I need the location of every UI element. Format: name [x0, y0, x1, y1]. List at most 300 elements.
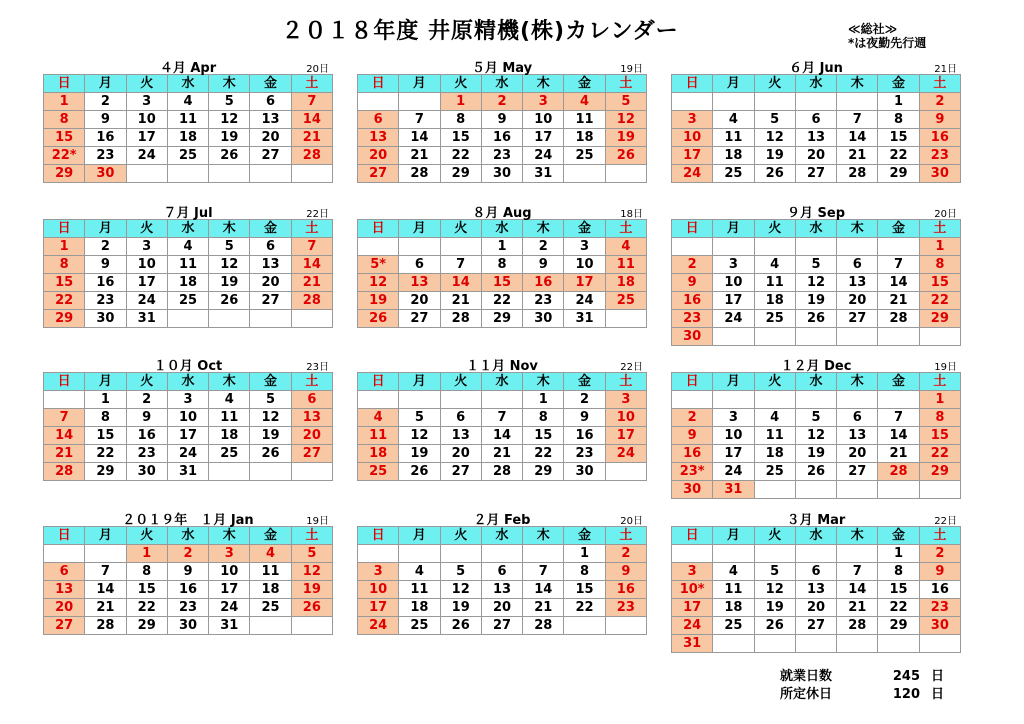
day-cell-holiday: 17	[358, 599, 399, 617]
holidays-unit: 日	[930, 687, 944, 702]
day-cell: 10	[167, 409, 208, 427]
page-title: ２０１８年度 井原精機(株)カレンダー	[281, 19, 679, 44]
day-cell-holiday: 26	[605, 147, 646, 165]
day-cell: 31	[564, 310, 605, 328]
day-cell-holiday: 2	[672, 409, 713, 427]
day-cell: 25	[167, 147, 208, 165]
week-row	[44, 617, 333, 635]
day-cell: 31	[167, 463, 208, 481]
weekday-header: 火	[440, 220, 481, 238]
day-cell-holiday: 9	[605, 563, 646, 581]
day-cell	[713, 93, 754, 111]
weekday-header: 木	[523, 527, 564, 545]
weekday-header: 月	[713, 220, 754, 238]
weekday-header: 水	[167, 220, 208, 238]
day-cell-holiday: 8	[44, 111, 85, 129]
day-cell: 29	[523, 463, 564, 481]
day-cell: 18	[754, 292, 795, 310]
month-title: ４月 Apr	[159, 61, 217, 76]
day-cell-holiday: 6	[358, 111, 399, 129]
day-cell: 23	[85, 147, 126, 165]
day-cell: 19	[399, 445, 440, 463]
week-row	[672, 328, 961, 346]
day-cell	[167, 165, 208, 183]
day-cell	[795, 328, 836, 346]
day-cell: 20	[481, 599, 522, 617]
weekday-header-row	[44, 75, 333, 93]
day-cell: 6	[795, 563, 836, 581]
day-cell: 7	[837, 111, 878, 129]
day-cell: 19	[795, 292, 836, 310]
week-row	[44, 147, 333, 165]
day-cell	[605, 463, 646, 481]
week-row	[672, 391, 961, 409]
day-cell	[713, 391, 754, 409]
day-cell	[440, 238, 481, 256]
week-row	[44, 599, 333, 617]
month-calendar	[671, 508, 961, 653]
day-cell-holiday: 27	[44, 617, 85, 635]
day-cell	[481, 545, 522, 563]
day-cell: 1	[481, 238, 522, 256]
weekday-header: 木	[209, 527, 250, 545]
month-workday-count: 20日	[934, 209, 957, 220]
day-cell: 16	[564, 427, 605, 445]
day-cell: 8	[481, 256, 522, 274]
day-cell	[605, 617, 646, 635]
day-cell-holiday: 6	[291, 391, 332, 409]
day-cell-holiday: 15	[44, 274, 85, 292]
day-cell: 13	[481, 581, 522, 599]
weekday-header: 土	[919, 220, 960, 238]
week-row	[672, 427, 961, 445]
weekday-header: 日	[358, 527, 399, 545]
day-cell: 15	[878, 129, 919, 147]
day-cell	[837, 635, 878, 653]
day-cell-holiday: 20	[291, 427, 332, 445]
weekday-header-row	[358, 220, 647, 238]
day-cell: 10	[713, 427, 754, 445]
weekday-header: 金	[250, 373, 291, 391]
day-cell	[250, 310, 291, 328]
day-cell: 1	[85, 391, 126, 409]
month-header	[357, 508, 647, 526]
day-cell-holiday: 7	[291, 238, 332, 256]
week-row	[672, 93, 961, 111]
week-row	[358, 129, 647, 147]
month-title: ２０１９年 １月 Jan	[122, 513, 254, 528]
day-cell-holiday: 3	[605, 391, 646, 409]
week-row	[358, 391, 647, 409]
day-cell: 25	[209, 445, 250, 463]
weekday-header: 月	[399, 75, 440, 93]
month-workday-count: 20日	[620, 516, 643, 527]
day-cell-holiday: 14	[44, 427, 85, 445]
day-cell: 19	[754, 599, 795, 617]
day-cell: 18	[167, 129, 208, 147]
day-cell: 30	[85, 310, 126, 328]
day-cell	[878, 328, 919, 346]
weekday-header: 土	[919, 75, 960, 93]
weekday-header: 水	[167, 527, 208, 545]
day-cell: 22	[564, 599, 605, 617]
month-table	[357, 372, 647, 481]
weekday-header: 月	[399, 220, 440, 238]
day-cell-holiday: 23	[919, 147, 960, 165]
weekday-header: 水	[481, 373, 522, 391]
day-cell: 6	[481, 563, 522, 581]
day-cell: 20	[399, 292, 440, 310]
day-cell-holiday: 13	[44, 581, 85, 599]
day-cell: 27	[481, 617, 522, 635]
day-cell-holiday: 11	[605, 256, 646, 274]
day-cell: 25	[713, 165, 754, 183]
day-cell-holiday: 3	[672, 111, 713, 129]
day-cell: 5	[754, 563, 795, 581]
week-row	[672, 563, 961, 581]
day-cell	[605, 310, 646, 328]
weekday-header: 火	[754, 373, 795, 391]
day-cell: 31	[209, 617, 250, 635]
month-workday-count: 23日	[306, 362, 329, 373]
month-workday-count: 22日	[306, 209, 329, 220]
day-cell: 30	[126, 463, 167, 481]
day-cell	[795, 391, 836, 409]
week-row	[672, 409, 961, 427]
day-cell	[713, 545, 754, 563]
day-cell: 27	[250, 292, 291, 310]
weekday-header: 金	[564, 220, 605, 238]
day-cell: 7	[523, 563, 564, 581]
day-cell: 21	[523, 599, 564, 617]
week-row	[358, 93, 647, 111]
day-cell: 6	[250, 93, 291, 111]
day-cell: 5	[440, 563, 481, 581]
day-cell: 12	[754, 129, 795, 147]
day-cell: 24	[167, 445, 208, 463]
week-row	[672, 129, 961, 147]
day-cell	[754, 93, 795, 111]
day-cell: 21	[399, 147, 440, 165]
day-cell: 15	[440, 129, 481, 147]
day-cell	[564, 165, 605, 183]
day-cell-holiday: 10	[605, 409, 646, 427]
day-cell	[399, 93, 440, 111]
day-cell: 9	[523, 256, 564, 274]
weekday-header: 火	[754, 220, 795, 238]
holidays-value: 120	[892, 687, 920, 702]
day-cell	[672, 391, 713, 409]
day-cell: 4	[754, 409, 795, 427]
day-cell: 2	[85, 93, 126, 111]
day-cell-holiday: 17	[672, 147, 713, 165]
day-cell	[167, 310, 208, 328]
day-cell: 25	[713, 617, 754, 635]
day-cell: 26	[754, 165, 795, 183]
day-cell-holiday: 2	[919, 93, 960, 111]
day-cell: 27	[440, 463, 481, 481]
day-cell: 24	[126, 292, 167, 310]
day-cell: 4	[167, 238, 208, 256]
day-cell	[919, 328, 960, 346]
day-cell-holiday: 15	[919, 427, 960, 445]
day-cell	[878, 238, 919, 256]
day-cell-holiday: 9	[919, 111, 960, 129]
day-cell: 21	[85, 599, 126, 617]
day-cell: 26	[399, 463, 440, 481]
day-cell	[754, 238, 795, 256]
day-cell: 5	[209, 93, 250, 111]
day-cell-holiday: 29	[44, 165, 85, 183]
weekday-header: 土	[605, 220, 646, 238]
day-cell-holiday: 3	[209, 545, 250, 563]
week-row	[672, 256, 961, 274]
day-cell: 8	[85, 409, 126, 427]
day-cell: 3	[713, 256, 754, 274]
day-cell	[291, 463, 332, 481]
day-cell: 13	[250, 256, 291, 274]
day-cell: 14	[837, 581, 878, 599]
day-cell: 27	[399, 310, 440, 328]
weekday-header: 土	[919, 527, 960, 545]
week-row	[44, 256, 333, 274]
month-title: ７月 Jul	[163, 206, 213, 221]
day-cell	[837, 328, 878, 346]
day-cell: 11	[713, 581, 754, 599]
weekday-header-row	[44, 220, 333, 238]
day-cell: 4	[209, 391, 250, 409]
day-cell-holiday: 7	[291, 93, 332, 111]
day-cell	[837, 93, 878, 111]
day-cell: 8	[440, 111, 481, 129]
day-cell: 22	[878, 599, 919, 617]
day-cell: 21	[837, 147, 878, 165]
weekday-header: 土	[605, 527, 646, 545]
day-cell	[672, 545, 713, 563]
day-cell: 25	[754, 310, 795, 328]
summary-box	[780, 668, 944, 704]
day-cell: 20	[837, 445, 878, 463]
day-cell	[795, 238, 836, 256]
weekday-header: 火	[754, 527, 795, 545]
day-cell: 29	[878, 165, 919, 183]
day-cell: 5	[399, 409, 440, 427]
weekday-header: 月	[713, 75, 754, 93]
day-cell: 12	[440, 581, 481, 599]
day-cell-holiday: 20	[44, 599, 85, 617]
day-cell-holiday: 4	[564, 93, 605, 111]
day-cell: 11	[754, 427, 795, 445]
week-row	[358, 545, 647, 563]
day-cell-holiday: 17	[605, 427, 646, 445]
day-cell-holiday: 14	[291, 256, 332, 274]
day-cell	[358, 391, 399, 409]
day-cell-holiday: 1	[44, 93, 85, 111]
day-cell	[754, 328, 795, 346]
day-cell	[564, 617, 605, 635]
month-table	[357, 526, 647, 635]
weekday-header: 木	[837, 75, 878, 93]
weekday-header: 月	[399, 527, 440, 545]
weekday-header: 火	[754, 75, 795, 93]
day-cell-holiday: 1	[126, 545, 167, 563]
day-cell-holiday: 5	[291, 545, 332, 563]
day-cell	[481, 391, 522, 409]
week-row	[672, 147, 961, 165]
day-cell: 25	[167, 292, 208, 310]
day-cell-holiday: 12	[605, 111, 646, 129]
day-cell: 23	[167, 599, 208, 617]
day-cell: 14	[481, 427, 522, 445]
day-cell-holiday: 28	[878, 463, 919, 481]
week-row	[44, 93, 333, 111]
day-cell: 29	[878, 617, 919, 635]
day-cell: 11	[209, 409, 250, 427]
day-cell: 24	[713, 310, 754, 328]
day-cell-holiday: 21	[291, 274, 332, 292]
week-row	[44, 129, 333, 147]
day-cell: 10	[126, 256, 167, 274]
day-cell: 28	[399, 165, 440, 183]
day-cell: 1	[523, 391, 564, 409]
day-cell-holiday: 28	[291, 292, 332, 310]
day-cell-holiday: 16	[919, 129, 960, 147]
day-cell-holiday: 12	[291, 563, 332, 581]
weekday-header: 木	[523, 220, 564, 238]
week-row	[358, 463, 647, 481]
day-cell-holiday: 14	[291, 111, 332, 129]
week-row	[44, 427, 333, 445]
day-cell: 3	[564, 238, 605, 256]
day-cell-holiday: 2	[605, 545, 646, 563]
day-cell: 23	[564, 445, 605, 463]
week-row	[672, 545, 961, 563]
week-row	[358, 409, 647, 427]
day-cell	[878, 635, 919, 653]
day-cell: 22	[440, 147, 481, 165]
day-cell: 14	[878, 427, 919, 445]
day-cell: 3	[126, 93, 167, 111]
day-cell: 7	[878, 256, 919, 274]
weekday-header-row	[44, 373, 333, 391]
day-cell: 30	[481, 165, 522, 183]
weekday-header: 火	[126, 373, 167, 391]
day-cell-holiday: 23*	[672, 463, 713, 481]
workdays-label: 就業日数	[780, 669, 833, 684]
weekday-header: 金	[878, 373, 919, 391]
month-calendar	[43, 201, 333, 328]
month-workday-count: 21日	[934, 64, 957, 75]
weekday-header: 木	[209, 220, 250, 238]
month-title: ２月 Feb	[473, 513, 531, 528]
month-calendar	[43, 508, 333, 635]
day-cell: 7	[481, 409, 522, 427]
month-title: １１月 Nov	[466, 359, 538, 374]
day-cell: 4	[754, 256, 795, 274]
day-cell-holiday: 10	[358, 581, 399, 599]
day-cell: 25	[399, 617, 440, 635]
day-cell: 26	[209, 147, 250, 165]
day-cell: 18	[250, 581, 291, 599]
week-row	[672, 165, 961, 183]
day-cell-holiday: 26	[358, 310, 399, 328]
day-cell-holiday: 16	[605, 581, 646, 599]
day-cell: 20	[795, 599, 836, 617]
month-table	[357, 219, 647, 328]
day-cell: 14	[399, 129, 440, 147]
week-row	[358, 274, 647, 292]
weekday-header: 金	[878, 220, 919, 238]
day-cell-holiday: 27	[358, 165, 399, 183]
weekday-header: 土	[291, 527, 332, 545]
weekday-header: 金	[878, 75, 919, 93]
day-cell: 15	[564, 581, 605, 599]
day-cell: 4	[713, 563, 754, 581]
day-cell: 17	[126, 274, 167, 292]
weekday-header: 火	[440, 373, 481, 391]
day-cell: 8	[523, 409, 564, 427]
day-cell: 9	[167, 563, 208, 581]
weekday-header: 日	[672, 220, 713, 238]
day-cell-holiday: 18	[358, 445, 399, 463]
day-cell: 13	[837, 427, 878, 445]
day-cell-holiday: 5	[605, 93, 646, 111]
month-calendar	[43, 56, 333, 183]
weekday-header: 土	[291, 75, 332, 93]
week-row	[358, 445, 647, 463]
day-cell: 29	[481, 310, 522, 328]
day-cell-holiday: 4	[605, 238, 646, 256]
day-cell	[837, 391, 878, 409]
day-cell: 7	[85, 563, 126, 581]
weekday-header: 土	[919, 373, 960, 391]
day-cell: 20	[440, 445, 481, 463]
weekday-header-row	[358, 373, 647, 391]
weekday-header: 日	[44, 373, 85, 391]
weekday-header-row	[672, 527, 961, 545]
day-cell: 24	[126, 147, 167, 165]
weekday-header: 水	[167, 373, 208, 391]
day-cell	[523, 545, 564, 563]
weekday-header: 火	[440, 75, 481, 93]
day-cell: 28	[523, 617, 564, 635]
day-cell: 19	[795, 445, 836, 463]
month-workday-count: 22日	[620, 362, 643, 373]
day-cell: 9	[126, 409, 167, 427]
day-cell: 9	[85, 111, 126, 129]
day-cell-holiday: 16	[672, 292, 713, 310]
day-cell: 28	[837, 617, 878, 635]
day-cell-holiday: 26	[291, 599, 332, 617]
day-cell-holiday: 20	[358, 147, 399, 165]
month-table	[671, 526, 961, 653]
day-cell-holiday: 19	[605, 129, 646, 147]
weekday-header-row	[44, 527, 333, 545]
day-cell: 22	[85, 445, 126, 463]
day-cell: 19	[209, 129, 250, 147]
day-cell	[209, 463, 250, 481]
day-cell-holiday: 24	[358, 617, 399, 635]
day-cell-holiday: 2	[481, 93, 522, 111]
day-cell: 5	[795, 256, 836, 274]
day-cell	[358, 238, 399, 256]
day-cell: 24	[564, 292, 605, 310]
day-cell: 24	[523, 147, 564, 165]
month-table	[671, 74, 961, 183]
day-cell: 13	[440, 427, 481, 445]
week-row	[672, 238, 961, 256]
day-cell	[795, 481, 836, 499]
